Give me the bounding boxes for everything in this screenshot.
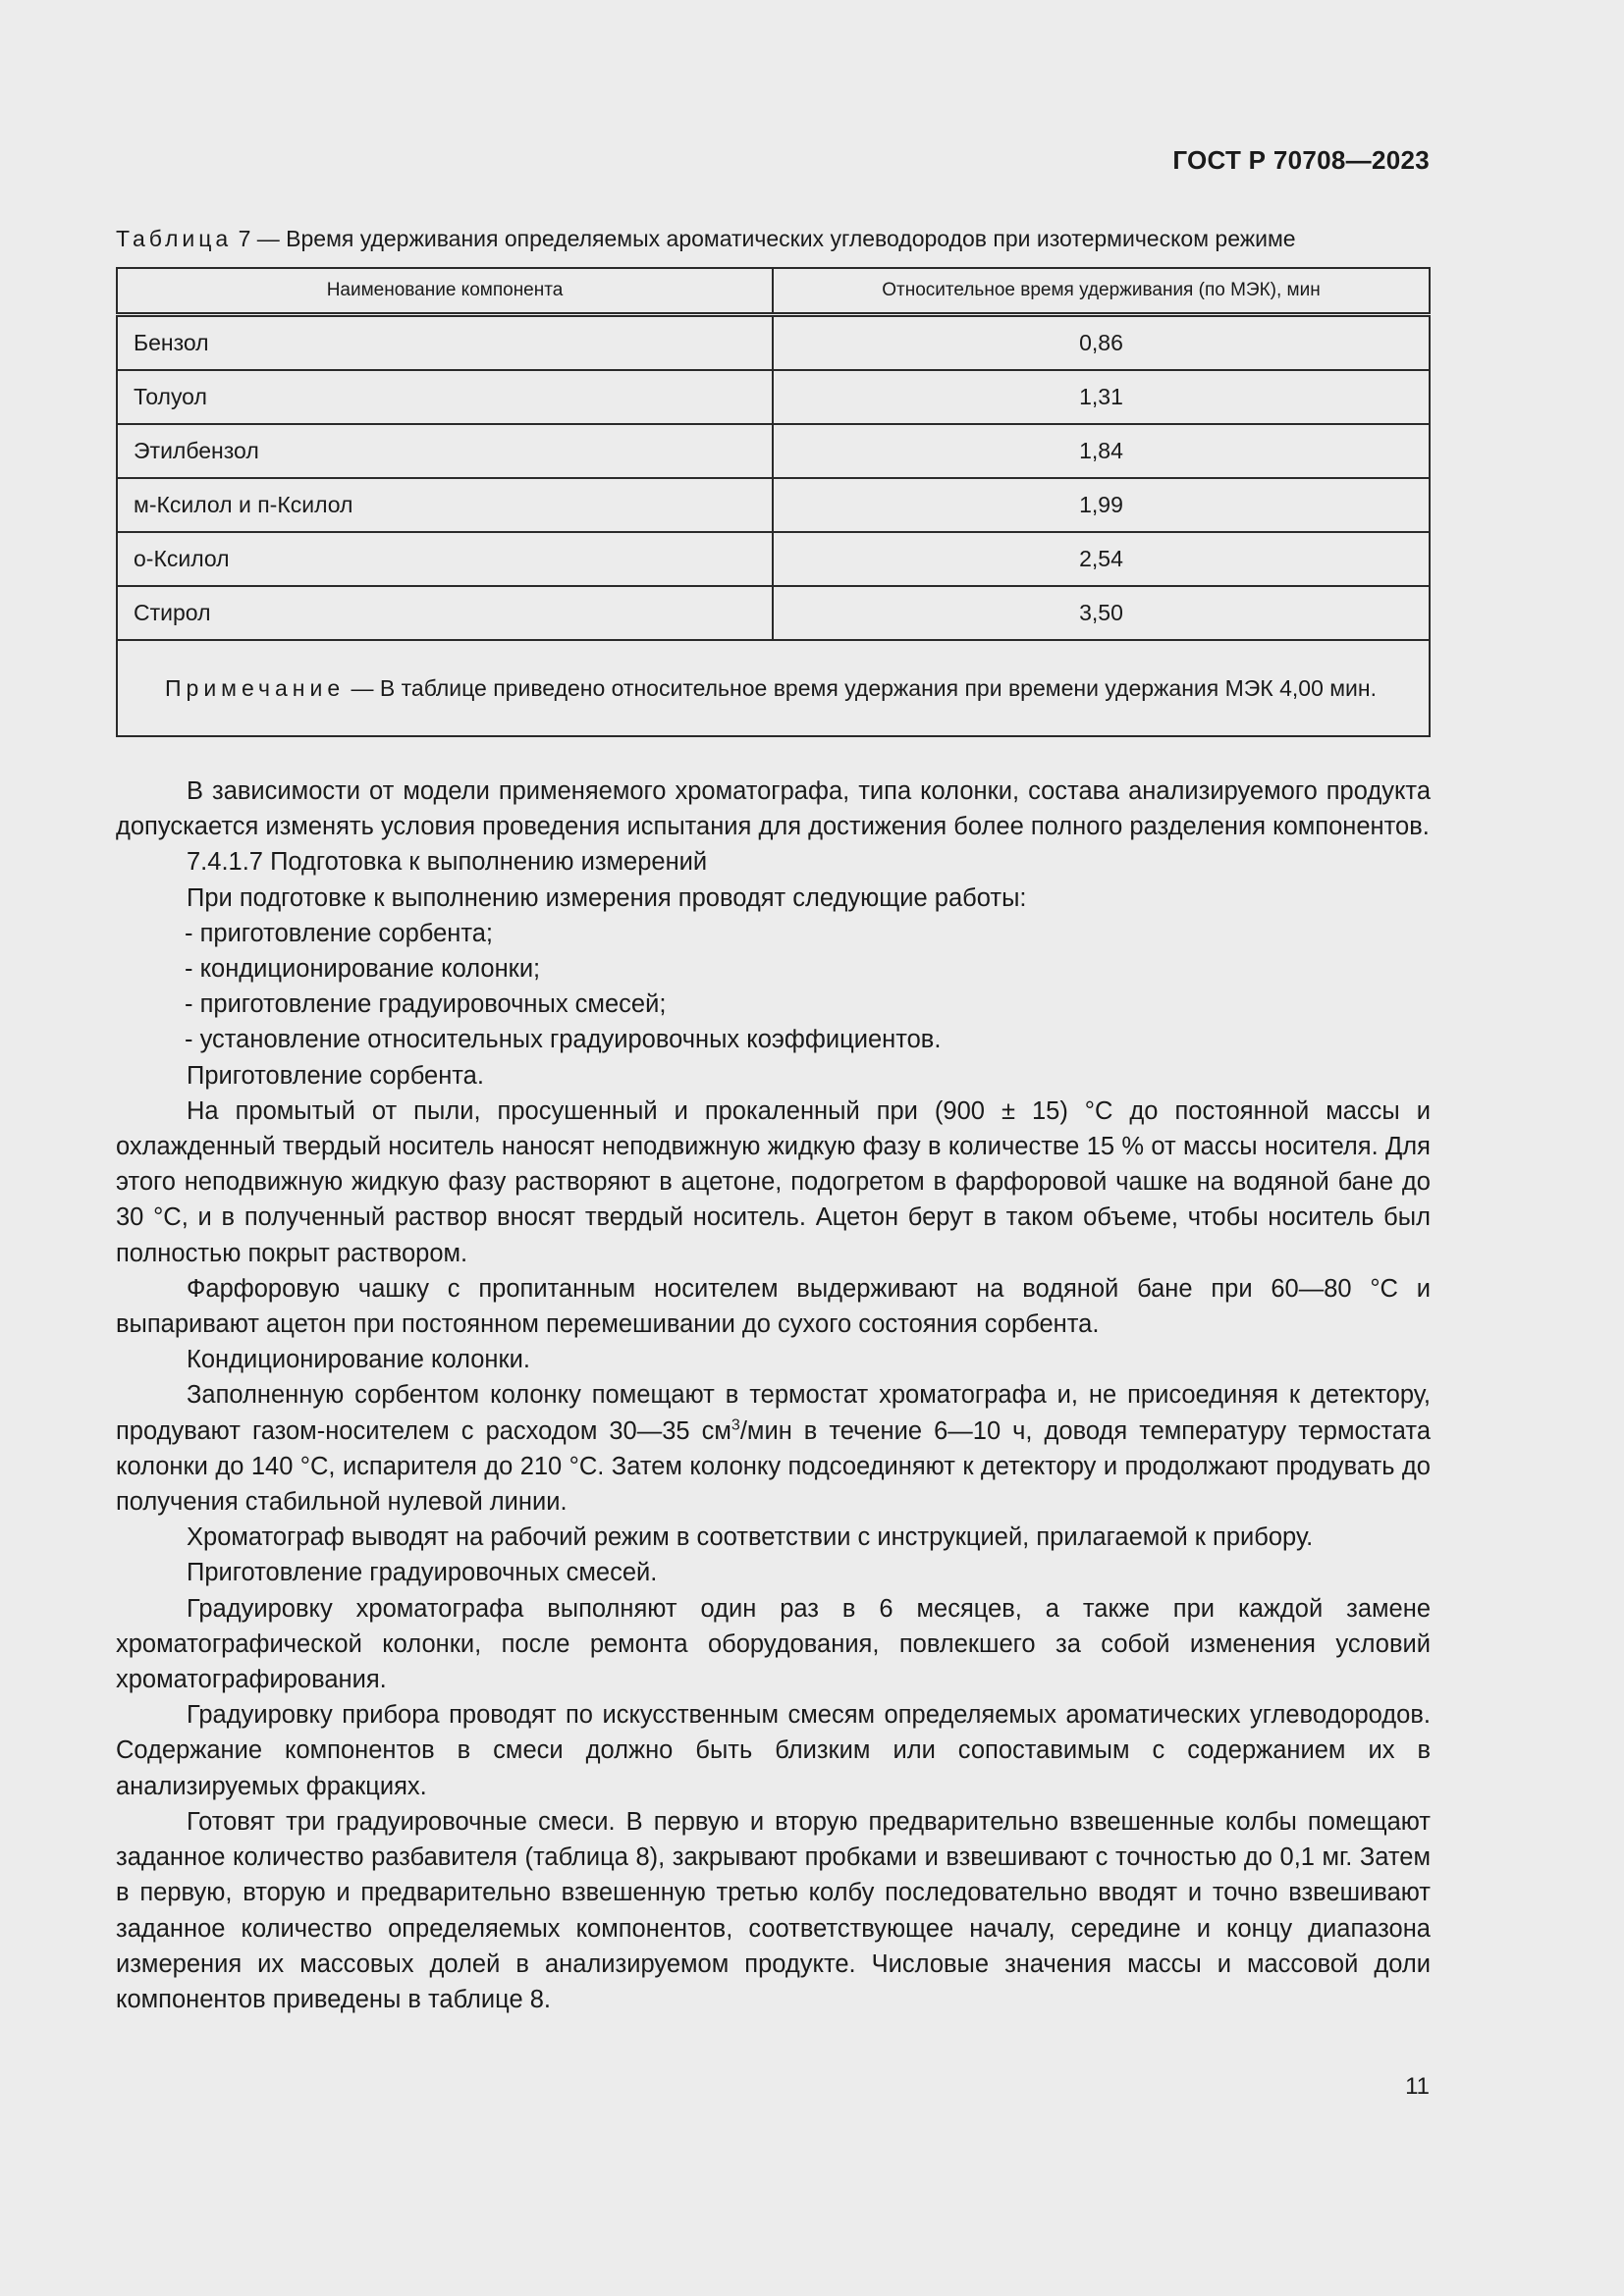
table-row bbox=[117, 315, 1430, 371]
subheading: Приготовление сорбента. bbox=[187, 1061, 484, 1090]
table-note-text: — В таблице приведено относительное время удержания при времени удержания МЭК 4,00 мин. bbox=[345, 675, 1377, 701]
retention-time-value: 1,84 bbox=[773, 424, 1430, 478]
document-id: ГОСТ Р 70708—2023 bbox=[1172, 145, 1430, 175]
component-name: Этилбензол bbox=[117, 424, 773, 478]
table-row bbox=[117, 586, 1430, 640]
body-text bbox=[116, 774, 1431, 2017]
section-heading: 7.4.1.7 Подготовка к выполнению измерений bbox=[187, 848, 708, 877]
retention-time-value: 3,50 bbox=[773, 586, 1430, 640]
retention-time-value: 0,86 bbox=[773, 315, 1430, 371]
paragraph: На промытый от пыли, просушенный и прокаленный при (900 ± 15) °С до постоянной массы и охлажденный твердый носитель наносят неподвижную жидкую фазу в количестве 15 % от массы носителя. Для этого неподвижную жидкую фазу растворяют в ацетоне, подогретом в фарфоровой чашке на водяной бане до 30 °С, и в полученный раствор вносят твердый носитель. Ацетон берут в таком объеме, чтобы носитель был полностью покрыт раствором. bbox=[116, 1096, 1431, 1267]
table-header-row bbox=[117, 268, 1430, 315]
paragraph: Градуировку хроматографа выполняют один раз в 6 месяцев, а также при каждой замене хроматографической колонки, после ремонта оборудования, повлекшего за собой изменения условий хроматографирования. bbox=[116, 1594, 1431, 1694]
retention-time-value: 1,31 bbox=[773, 370, 1430, 424]
retention-time-value: 1,99 bbox=[773, 478, 1430, 532]
component-name: о-Ксилол bbox=[117, 532, 773, 586]
table-note-row bbox=[117, 640, 1430, 736]
table-note-label: Примечание bbox=[165, 675, 346, 701]
table-caption-label: Таблица bbox=[116, 226, 233, 251]
component-name: Стирол bbox=[117, 586, 773, 640]
paragraph: В зависимости от модели применяемого хроматографа, типа колонки, состава анализируемого продукта допускается изменять условия проведения испытания для достижения более полного разделения компонентов. bbox=[116, 777, 1431, 841]
paragraph-part: Заполненную сорбентом колонку помещают в термостат хроматографа и, не присоединяя к детектору, продувают газом-носителем с расходом 30—35 см bbox=[116, 1381, 1431, 1445]
list-item: - приготовление сорбента; bbox=[185, 919, 494, 947]
component-name: Толуол bbox=[117, 370, 773, 424]
list-item: - приготовление градуировочных смесей; bbox=[185, 990, 667, 1019]
component-name: м-Ксилол и п-Ксилол bbox=[117, 478, 773, 532]
table-row bbox=[117, 370, 1430, 424]
page-number: 11 bbox=[1405, 2073, 1430, 2100]
list-item: - кондиционирование колонки; bbox=[185, 955, 541, 984]
superscript: 3 bbox=[731, 1416, 740, 1434]
table-row bbox=[117, 478, 1430, 532]
table-caption-text: 7 — Время удерживания определяемых ароматических углеводородов при изотермическом режиме bbox=[238, 226, 1296, 251]
column-header-retention-time: Относительное время удерживания (по МЭК), мин bbox=[773, 268, 1430, 315]
paragraph bbox=[116, 1377, 1431, 1520]
paragraph: При подготовке к выполнению измерения проводят следующие работы: bbox=[187, 883, 1027, 912]
table-row bbox=[117, 532, 1430, 586]
retention-time-value: 2,54 bbox=[773, 532, 1430, 586]
subheading: Приготовление градуировочных смесей. bbox=[187, 1559, 658, 1587]
table-note bbox=[117, 640, 1430, 736]
paragraph-part: /мин в течение 6—10 ч, доводя температуру термостата колонки до 140 °С, испарителя до 210 °С. Затем колонку подсоединяют к детектору и продолжают продувать до получения стабильной нулевой линии. bbox=[116, 1416, 1431, 1517]
subheading: Кондиционирование колонки. bbox=[187, 1346, 530, 1374]
table-row bbox=[117, 424, 1430, 478]
column-header-component: Наименование компонента bbox=[117, 268, 773, 315]
retention-time-table bbox=[116, 267, 1431, 737]
component-name: Бензол bbox=[117, 315, 773, 371]
paragraph: Хроматограф выводят на рабочий режим в соответствии с инструкцией, прилагаемой к прибору. bbox=[187, 1523, 1314, 1552]
table-caption bbox=[116, 226, 1432, 252]
paragraph: Фарфоровую чашку с пропитанным носителем выдерживают на водяной бане при 60—80 °С и выпаривают ацетон при постоянном перемешивании до сухого состояния сорбента. bbox=[116, 1274, 1431, 1339]
paragraph: Готовят три градуировочные смеси. В первую и вторую предварительно взвешенные колбы помещают заданное количество разбавителя (таблица 8), закрывают пробками и взвешивают с точностью до 0,1 мг. Затем в первую, вторую и предварительно взвешенную третью колбу последовательно вводят и точно взвешивают заданное количество определяемых компонентов, соответствующее началу, середине и концу диапазона измерения их массовых долей в анализируемом продукте. Числовые значения массы и массовой доли компонентов приведены в таблице 8. bbox=[116, 1807, 1431, 2013]
paragraph: Градуировку прибора проводят по искусственным смесям определяемых ароматических углеводородов. Содержание компонентов в смеси должно быть близким или сопоставимым с содержанием их в анализируемых фракциях. bbox=[116, 1701, 1431, 1800]
list-item: - установление относительных градуировочных коэффициентов. bbox=[185, 1026, 942, 1054]
